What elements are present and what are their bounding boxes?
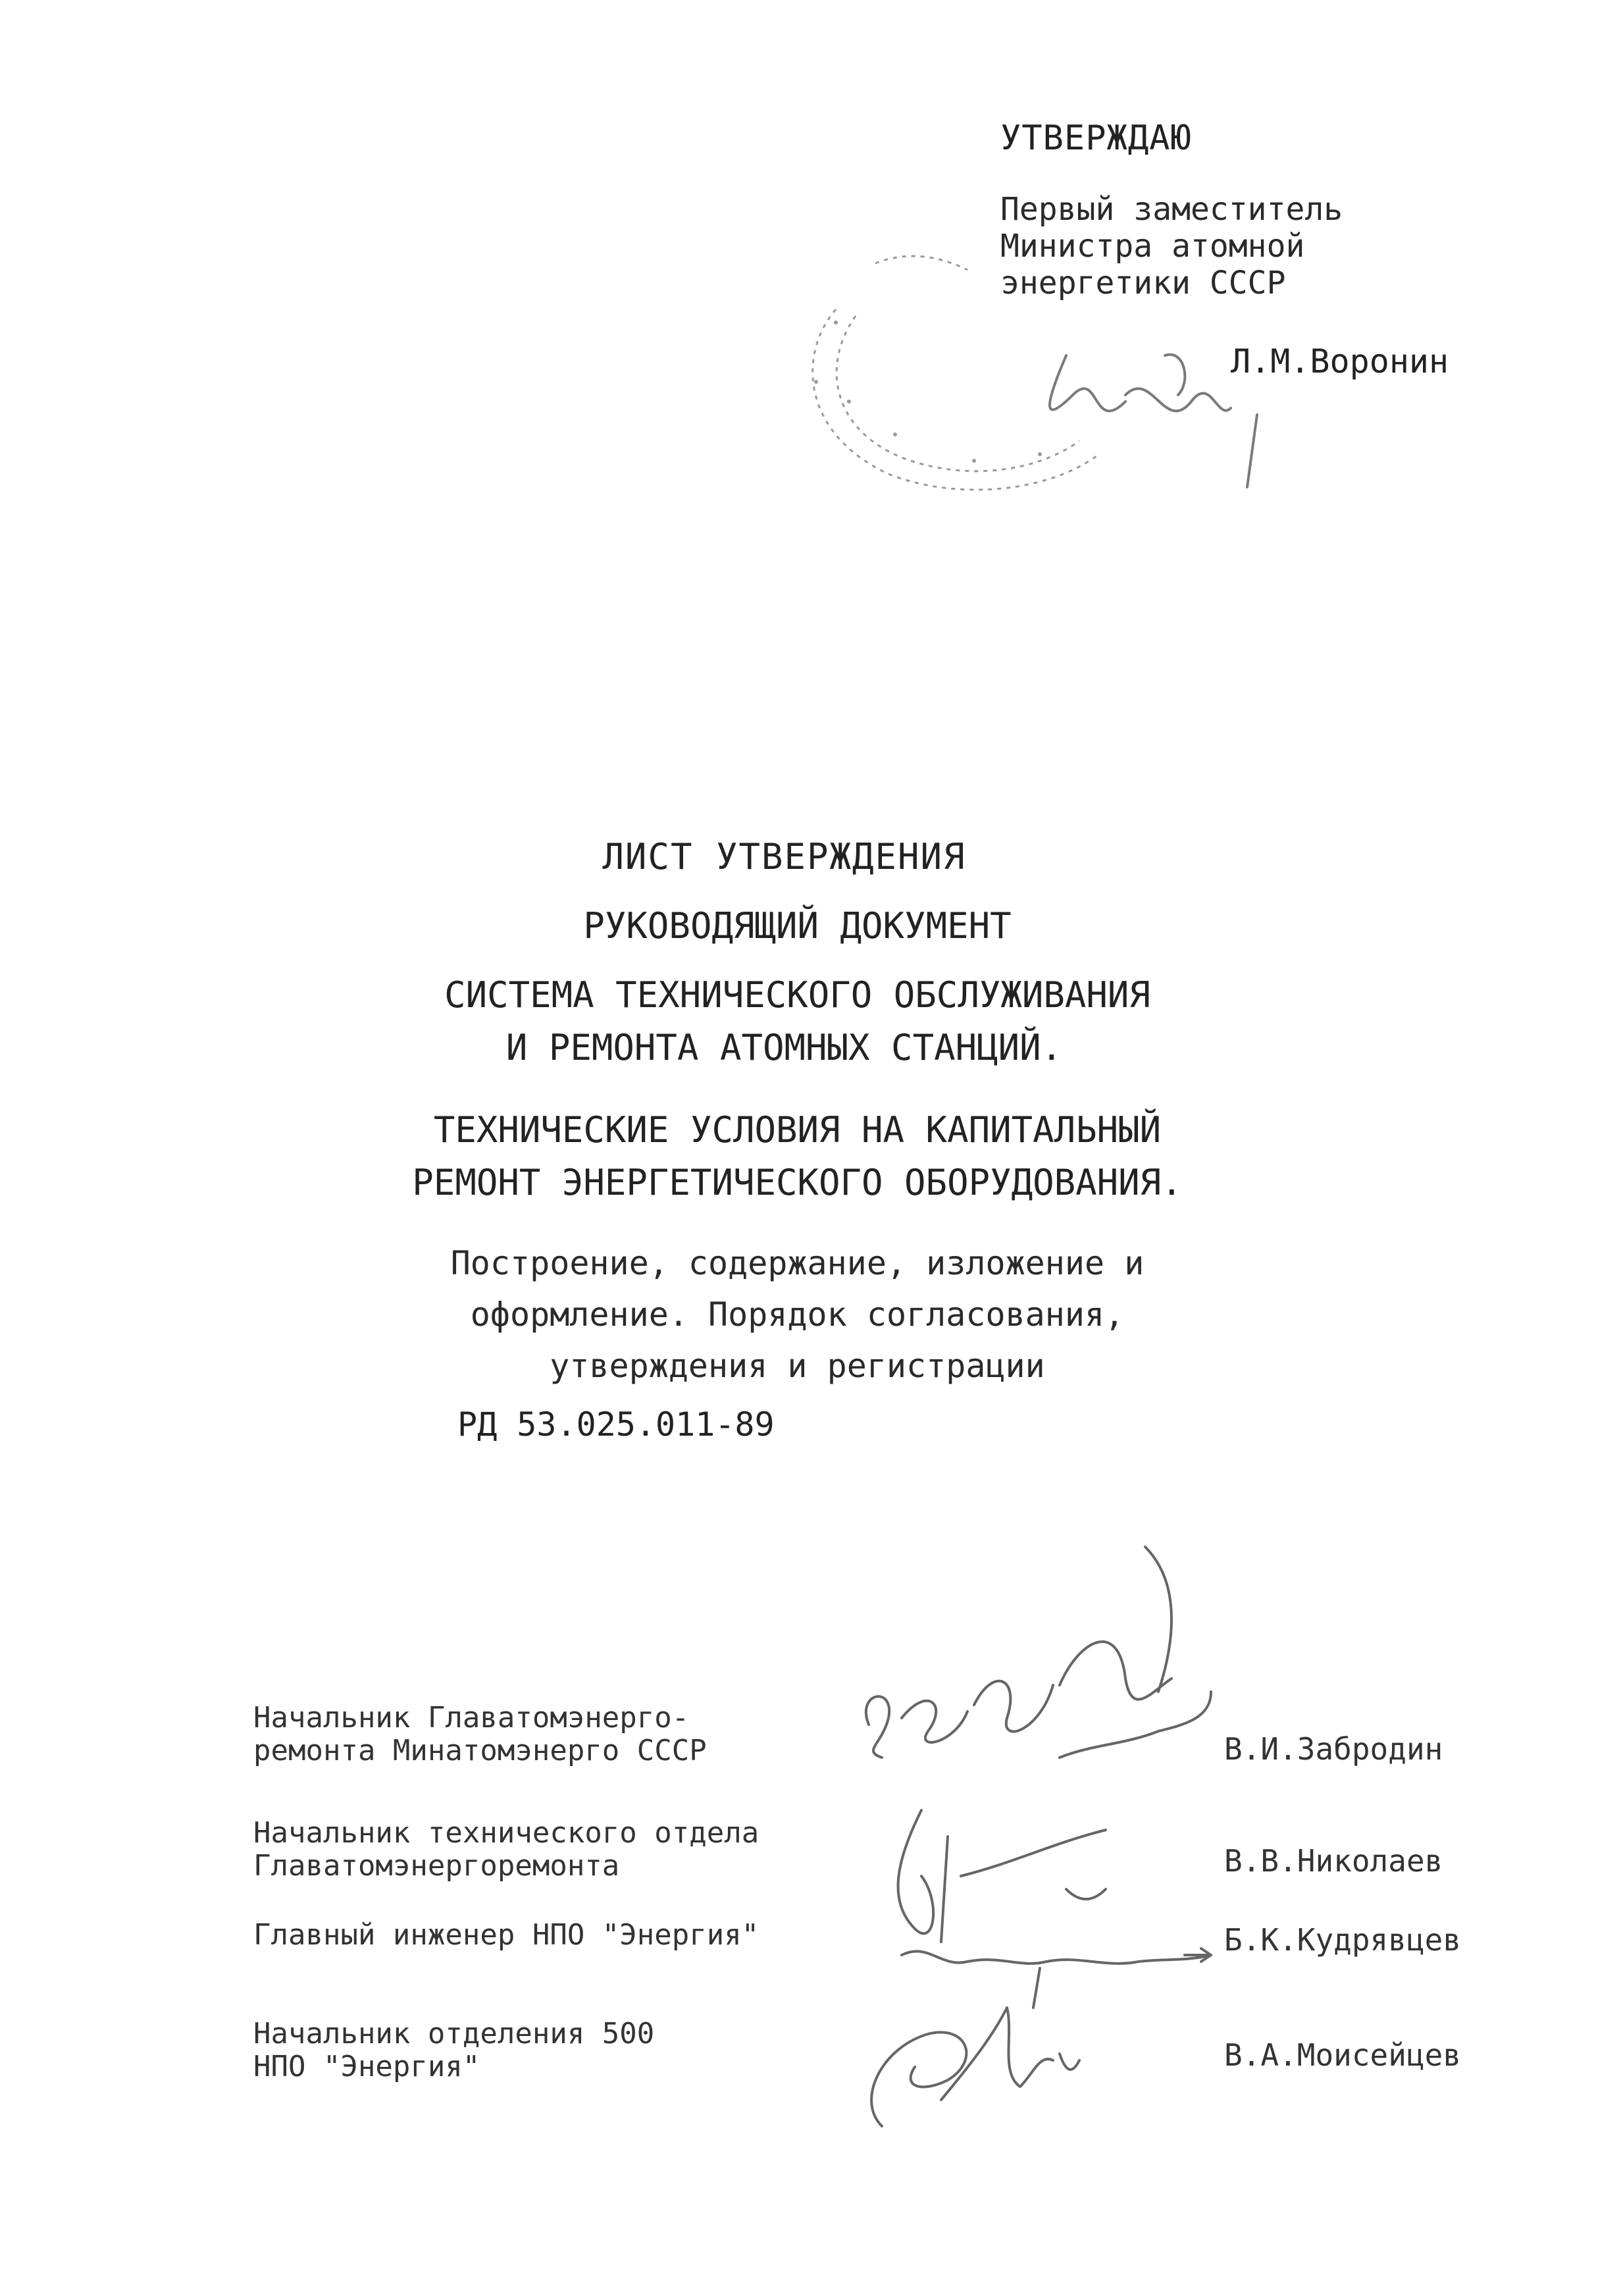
signatory-role: Начальник Главатомэнерго- ремонта Минатомэнерго СССР <box>253 1701 707 1767</box>
signature-stroke <box>1165 355 1185 395</box>
signatures-drawing <box>842 1534 1250 2166</box>
subtitle-line: оформление. Порядок согласования, <box>470 1295 1125 1334</box>
signature-stroke <box>941 1837 948 1942</box>
approver-title-line: энергетики СССР <box>1000 265 1286 301</box>
signature-stroke <box>1145 1547 1171 1692</box>
signatory-role: Главный инженер НПО "Энергия" <box>253 1918 759 1952</box>
signatory-name: В.В.Николаев <box>1224 1843 1443 1879</box>
signature-stroke <box>1247 415 1257 487</box>
subtitle-line: утверждения и регистрации <box>550 1347 1045 1385</box>
approver-title-line: Министра атомной <box>1000 228 1305 265</box>
approver-title-line: Первый заместитель <box>1000 191 1343 228</box>
approver-name: Л.М.Воронин <box>1231 342 1449 380</box>
signatory-role: Начальник отделения 500 НПО "Энергия" <box>253 2017 655 2083</box>
signatory-role: Начальник технического отдела Главатомэнергоремонта <box>253 1816 759 1883</box>
signature-stroke <box>866 1696 889 1758</box>
signature-stroke <box>1060 2054 1079 2070</box>
signature-stroke <box>1125 388 1231 411</box>
subtitle-line: Построение, содержание, изложение и <box>450 1244 1145 1282</box>
tech-conditions-line: РЕМОНТ ЭНЕРГЕТИЧЕСКОГО ОБОРУДОВАНИЯ. <box>412 1162 1183 1203</box>
signature-stroke <box>898 1810 934 1933</box>
signature-stroke <box>871 2032 966 2126</box>
signatory-name: В.И.Забродин <box>1224 1731 1443 1767</box>
document-code: РД 53.025.011-89 <box>457 1405 775 1444</box>
signature-stroke <box>1060 1642 1171 1700</box>
signatory-name: Б.К.Кудрявцев <box>1224 1922 1462 1958</box>
approval-heading: УТВЕРЖДАЮ <box>1000 118 1192 158</box>
signature-stroke <box>1050 355 1125 411</box>
signatory-name: В.А.Моисейцев <box>1224 2037 1462 2073</box>
signature-stroke <box>961 1830 1106 1876</box>
signature-stroke <box>1060 1692 1211 1758</box>
system-title-line: И РЕМОНТА АТОМНЫХ СТАНЦИЙ. <box>505 1027 1063 1068</box>
signature-stroke <box>1033 1968 1040 2008</box>
document-type: РУКОВОДЯЩИЙ ДОКУМЕНТ <box>583 905 1012 947</box>
signature-stroke <box>902 1701 967 1742</box>
system-title-line: СИСТЕМА ТЕХНИЧЕСКОГО ОБСЛУЖИВАНИЯ <box>444 974 1150 1016</box>
signature-stroke <box>1066 1889 1106 1899</box>
sheet-title: ЛИСТ УТВЕРЖДЕНИЯ <box>602 836 966 877</box>
signature-stroke <box>902 1951 1211 1964</box>
signature-stroke <box>941 2008 1053 2100</box>
tech-conditions-line: ТЕХНИЧЕСКИЕ УСЛОВИЯ НА КАПИТАЛЬНЫЙ <box>433 1109 1162 1151</box>
signature-stroke <box>974 1681 1053 1732</box>
official-stamp <box>757 237 1286 513</box>
